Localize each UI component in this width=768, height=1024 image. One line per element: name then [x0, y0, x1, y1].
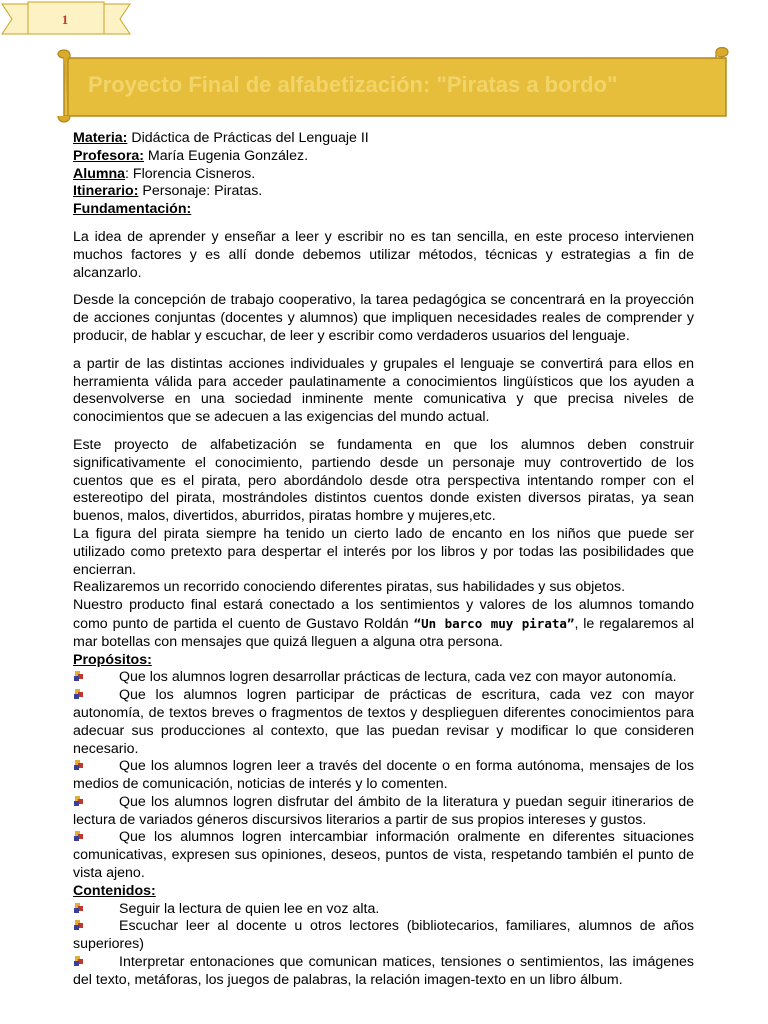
list-item-text: Que los alumnos logren disfrutar del ámbito de la literatura y puedan seguir itinerarios de lectura de variados géneros discursivos literarios a partir de sus propios intereses y gustos. [73, 793, 694, 828]
bullet-icon [73, 669, 119, 687]
paragraph [73, 597, 694, 651]
paragraph: Realizaremos un recorrido conociendo diferentes piratas, sus habilidades y sus objetos. [73, 579, 626, 596]
meta-label: Alumna [73, 165, 126, 182]
bullet-icon [73, 794, 119, 812]
bullet-icon [73, 829, 119, 847]
page-number: 1 [61, 12, 69, 27]
meta-value: María Eugenia González. [143, 147, 309, 164]
contenidos-list [73, 901, 694, 990]
meta-label: Profesora: [73, 147, 144, 164]
meta-profesora [73, 148, 694, 166]
bullet-icon [73, 918, 119, 936]
meta-materia [73, 130, 694, 148]
document-body [73, 130, 694, 990]
list-item-text: Escuchar leer al docente u otros lectores (bibliotecarios, familiares, alumnos de años superiores) [73, 918, 694, 953]
list-item-text: Interpretar entonaciones que comunican matices, tensiones o sentimientos, las imágenes del texto, metáforas, los juegos de palabras, la relación imagen-texto en un libro álbum. [73, 954, 694, 988]
paragraph: Este proyecto de alfabetización se fundamenta en que los alumnos deben construir significativamente el conocimiento, partiendo desde un personaje muy controvertido de los cuentos que es el pirata, pero abordándolo desde otra perspectiva intentando romper con el estereotipo del pirata, mostrándoles distintos cuentos donde existen diversos piratas, ya sean buenos, malos, divertidos, aburridos, piratas hombre y mujeres,etc. [73, 436, 694, 525]
meta-label: Materia: [73, 130, 128, 146]
list-item-text: Que los alumnos logren intercambiar información oralmente en diferentes situaciones comunicativas, expresen sus opiniones, deseos, puntos de vista, respetando también el punto de vista ajeno. [73, 829, 694, 882]
list-item [73, 669, 694, 687]
list-item-text: Seguir la lectura de quien lee en voz alta. [119, 900, 380, 917]
list-item [73, 954, 694, 990]
bullet-icon [73, 954, 119, 972]
list-item-text: Que los alumnos logren participar de prácticas de escritura, cada vez con mayor autonomía, de textos breves o fragmentos de textos y desplieguen diferentes conocimientos para adecuar sus producciones al contexto, que las puedan revisar y modificar lo que consideren necesario. [73, 687, 694, 757]
list-item [73, 918, 694, 954]
text-run: , le regalaremos al mar botellas con mensajes que quizá lleguen a alguna otra persona. [73, 615, 694, 650]
bullet-icon [73, 687, 119, 705]
meta-alumna [73, 166, 694, 184]
paragraph: La figura del pirata siempre ha tenido un cierto lado de encanto en los niños que puede ser utilizado como pretexto para despertar el interés por los libros y por todas las posibilidades que encierran. [73, 525, 694, 578]
book-title: “Un barco muy pirata” [413, 615, 575, 631]
list-item [73, 794, 694, 830]
meta-value: Personaje: Piratas. [138, 183, 263, 200]
meta-value: : Florencia Cisneros. [125, 165, 256, 182]
heading-contenidos: Contenidos: [73, 882, 156, 899]
meta-itinerario [73, 183, 694, 201]
paragraph: a partir de las distintas acciones individuales y grupales el lenguaje se convertirá para ellos en herramienta válida para acceder paulatinamente a conocimientos lingüísticos que los ayuden a desenvolverse en una sociedad inminente mente comunicativa y que precisa niveles de conocimientos que se adecuen a las exigencias del mundo actual. [73, 355, 694, 426]
heading-propositos: Propósitos: [73, 651, 152, 668]
list-item [73, 758, 694, 794]
heading-fundamentacion: Fundamentación: [73, 201, 192, 218]
meta-label: Itinerario: [73, 183, 139, 200]
bullet-icon [73, 758, 119, 776]
list-item [73, 901, 694, 919]
document-title: Proyecto Final de alfabetización: "Piratas a bordo" [88, 72, 618, 97]
propositos-list [73, 669, 694, 883]
list-item-text: Que los alumnos logren leer a través del docente o en forma autónoma, mensajes de los medios de comunicación, noticias de interés y lo comenten. [73, 758, 694, 793]
paragraph: La idea de aprender y enseñar a leer y escribir no es tan sencilla, en este proceso intervienen muchos factores y es allí donde debemos utilizar métodos, técnicas y estrategias a fin de alcanzarlo. [73, 228, 694, 281]
list-item-text: Que los alumnos logren desarrollar prácticas de lectura, cada vez con mayor autonomía. [119, 669, 677, 686]
list-item [73, 687, 694, 758]
text-run: Nuestro producto final estará conectado a los sentimientos y valores de los alumnos tomando como punto de partida el cuento de Gustavo Roldán [73, 597, 694, 632]
list-item [73, 829, 694, 882]
paragraph: Desde la concepción de trabajo cooperativo, la tarea pedagógica se concentrará en la proyección de acciones conjuntas (docentes y alumnos) que impliquen necesidades reales de comprender y producir, de hablar y escuchar, de leer y escribir como verdaderos usuarios del lenguaje. [73, 292, 694, 344]
meta-value: Didáctica de Prácticas del Lenguaje II [127, 130, 369, 146]
bullet-icon [73, 901, 119, 919]
